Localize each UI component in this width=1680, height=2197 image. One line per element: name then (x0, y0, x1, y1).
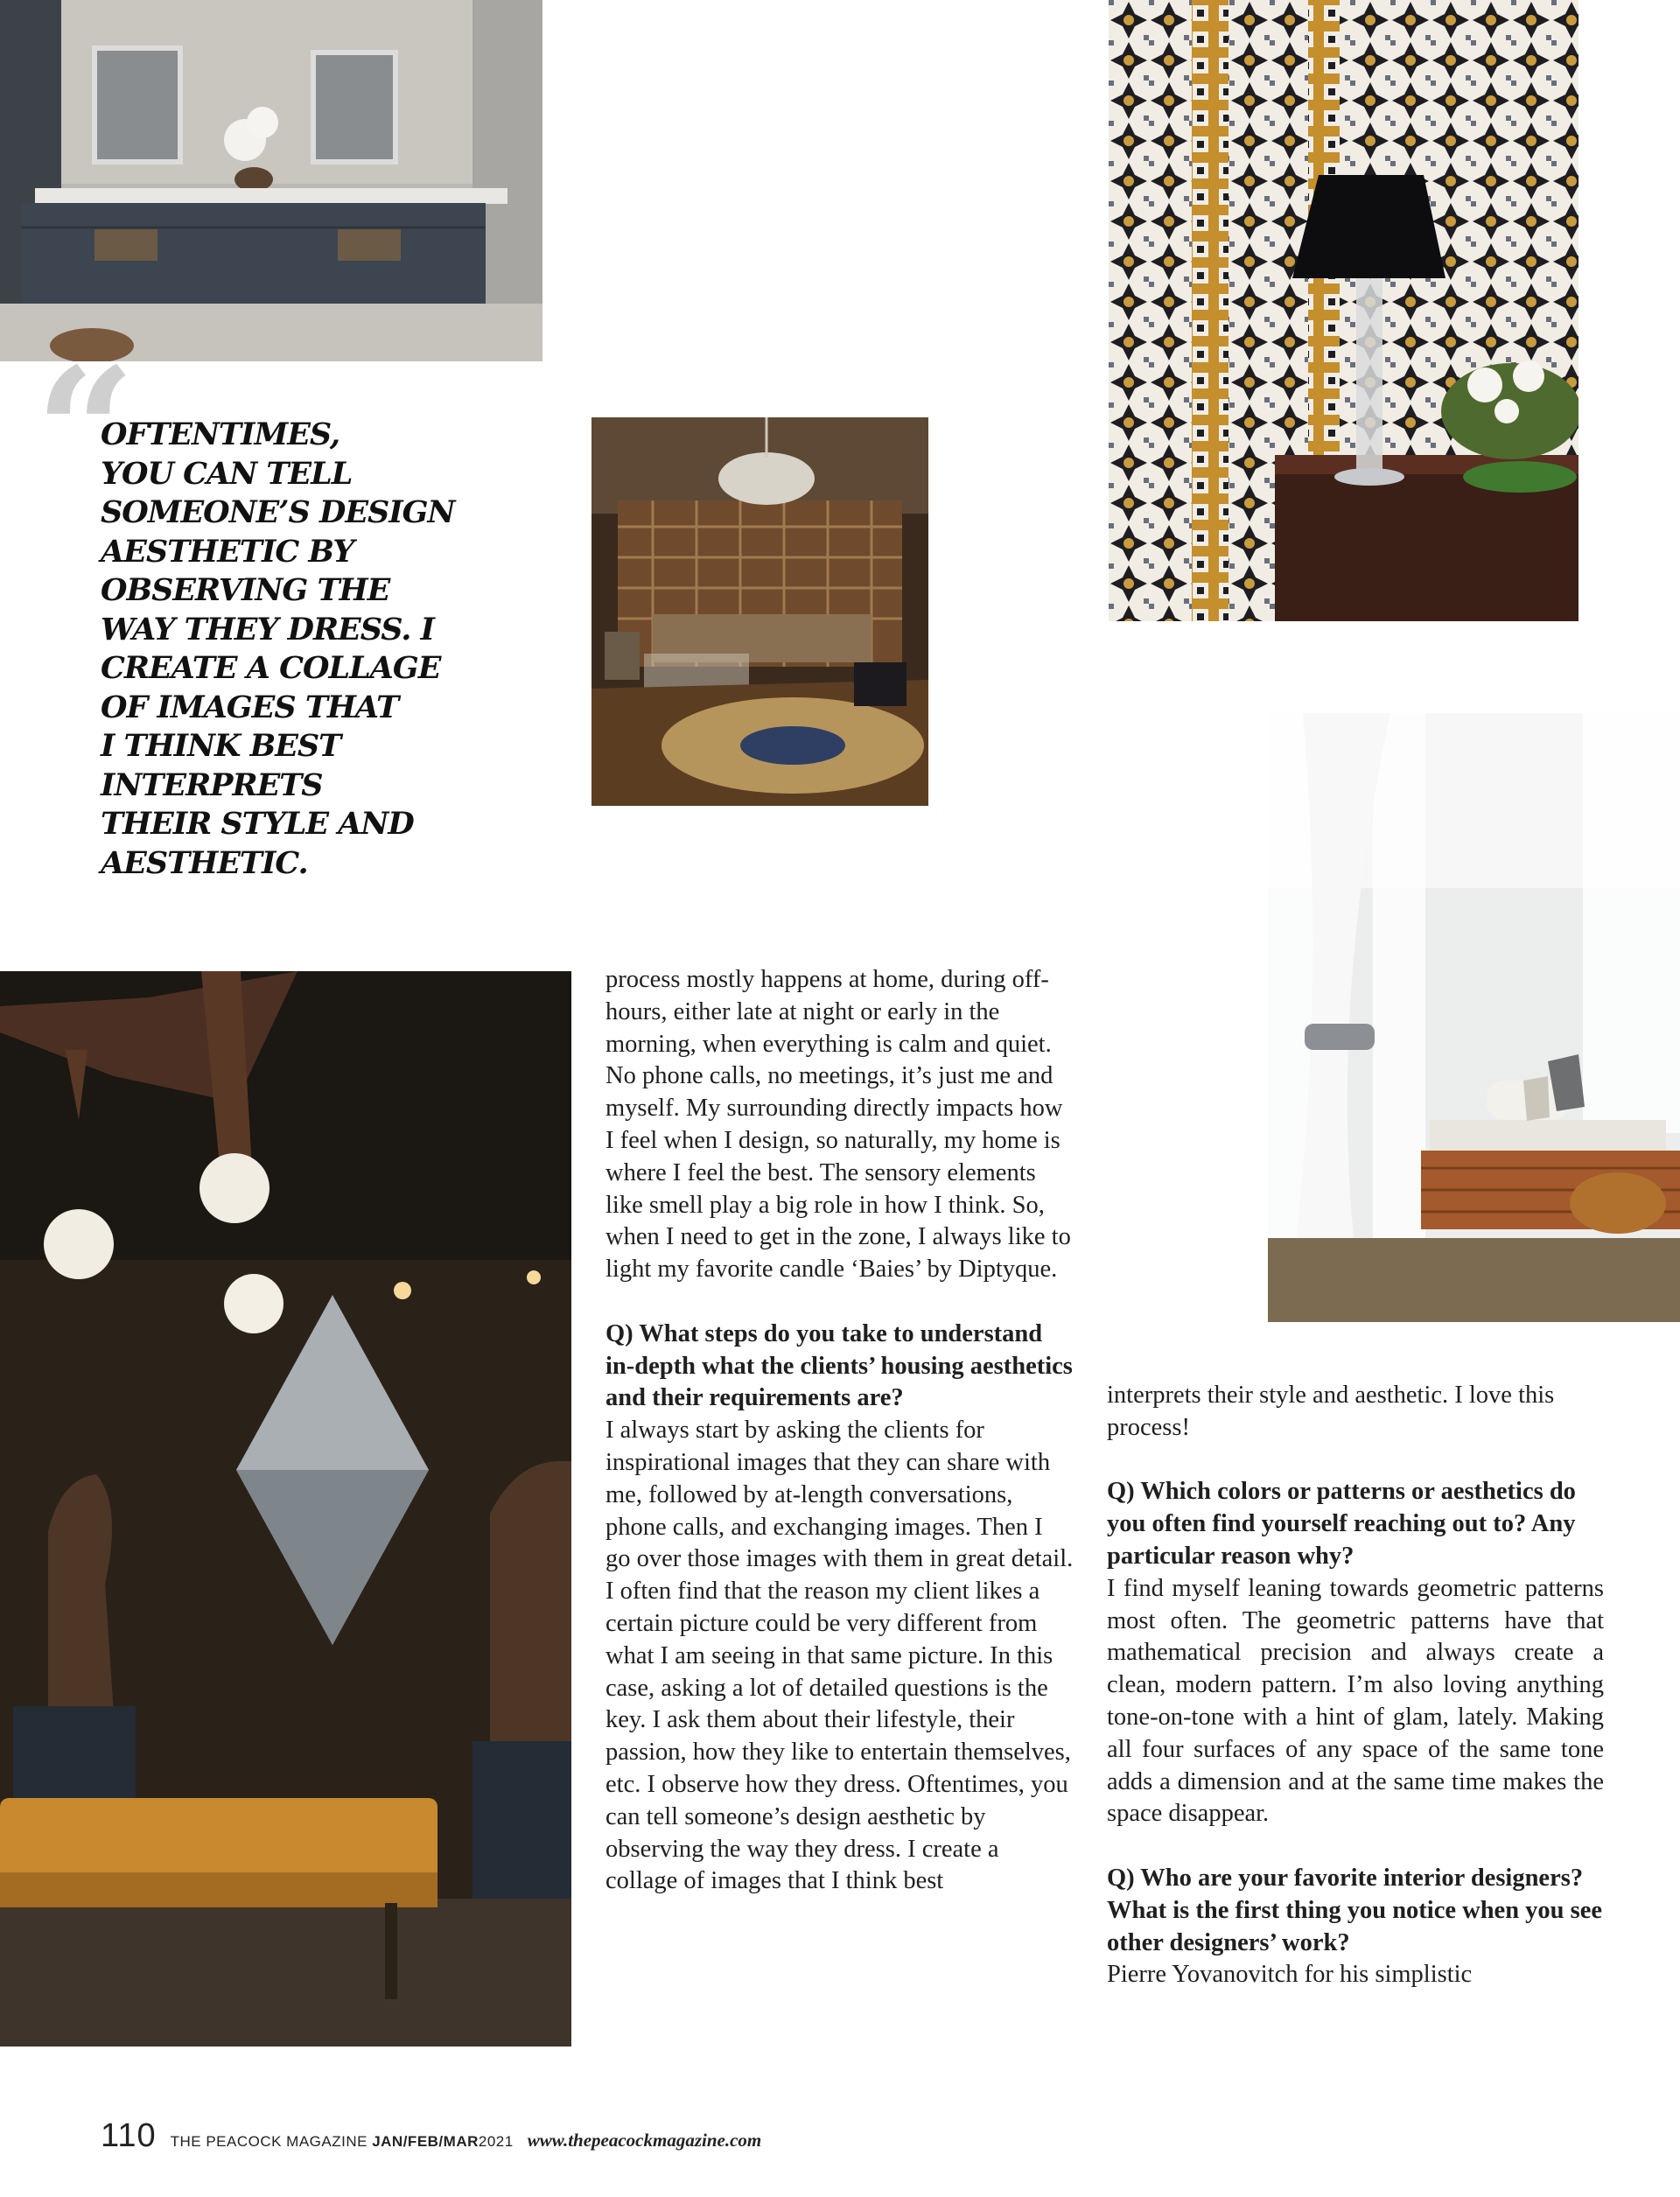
dark-room-sculptures-bench-photo (0, 971, 571, 2047)
question-3: Q) Who are your favorite interior designers? What is the first thing you notice when you see other designers’ work? (1107, 1864, 1603, 1956)
white-canopy-daybed-photo (1268, 713, 1680, 1322)
answer-1: I always start by asking the clients for inspirational images that they can share with me, followed by at-length conversations, phone calls, and exchanging images. Then I go over those images with them in great detail. I often find that the reason my client likes a certain picture could be very different from what I am seeing in that same picture. In this case, asking a lot of detailed questions is the key. I ask them about their lifestyle, their passion, how they like to entertain themselves, etc. I observe how they dress. Oftentimes, you can tell someone’s design aesthetic by observing the way they dress. I create a collage of images that I think best (606, 1417, 1074, 1895)
answer-1-continued: interprets their style and aesthetic. I love this process! (1107, 1382, 1555, 1441)
right-column (1107, 1380, 1604, 1991)
living-room-chandelier-photo (592, 417, 928, 806)
moroccan-tile-lamp-photo (1109, 0, 1578, 621)
magazine-credit (171, 2133, 514, 2151)
issue-label: JAN/FEB/MAR (372, 2133, 479, 2150)
magazine-name: THE PEACOCK MAGAZINE (170, 2133, 368, 2150)
answer-3: Pierre Yovanovitch for his simplistic (1107, 1961, 1473, 1989)
middle-column (606, 964, 1074, 1898)
quote-mark-icon: “ (35, 330, 136, 535)
pull-quote: OFTENTIMES, YOU CAN TELL SOMEONE’S DESIGN AESTHETIC BY OBSERVING THE WAY THEY DRESS. I CREATE A COLLAGE OF IMAGES THAT I THINK BEST INTERPRETS THEIR STYLE AND AESTHETIC. (101, 416, 455, 881)
question-2: Q) Which colors or patterns or aesthetics do you often find yourself reaching out to? Any particular reason why? (1107, 1478, 1576, 1570)
page-footer (101, 2117, 761, 2161)
magazine-url[interactable]: www.thepeacockmagazine.com (527, 2130, 762, 2151)
bathroom-vanity-photo (0, 0, 542, 361)
answer-2: I find myself leaning towards geometric patterns most often. The geometric patterns have that mathematical precision and always create a clean, modern pattern. I’m also loving anything tone-on-tone with a hint of glam, lately. Making all four surfaces of any space of the same tone adds a dimension and at the same time makes the space disappear. (1107, 1574, 1604, 1828)
issue-year: 2021 (478, 2133, 514, 2150)
page-number: 110 (101, 2117, 157, 2154)
question-1: Q) What steps do you take to understand in-depth what the clients’ housing aesthetics and their requirements are? (606, 1319, 1073, 1412)
intro-paragraph: process mostly happens at home, during off-hours, either late at night or early in the morning, when everything is calm and quiet. No phone calls, no meetings, it’s just me and myself. My surrounding directly impacts how I feel when I design, so naturally, my home is where I feel the best. The sensory elements like smell play a big role in how I think. So, when I need to get in the zone, I always like to light my favorite candle ‘Baies’ by Diptyque. (606, 966, 1071, 1284)
